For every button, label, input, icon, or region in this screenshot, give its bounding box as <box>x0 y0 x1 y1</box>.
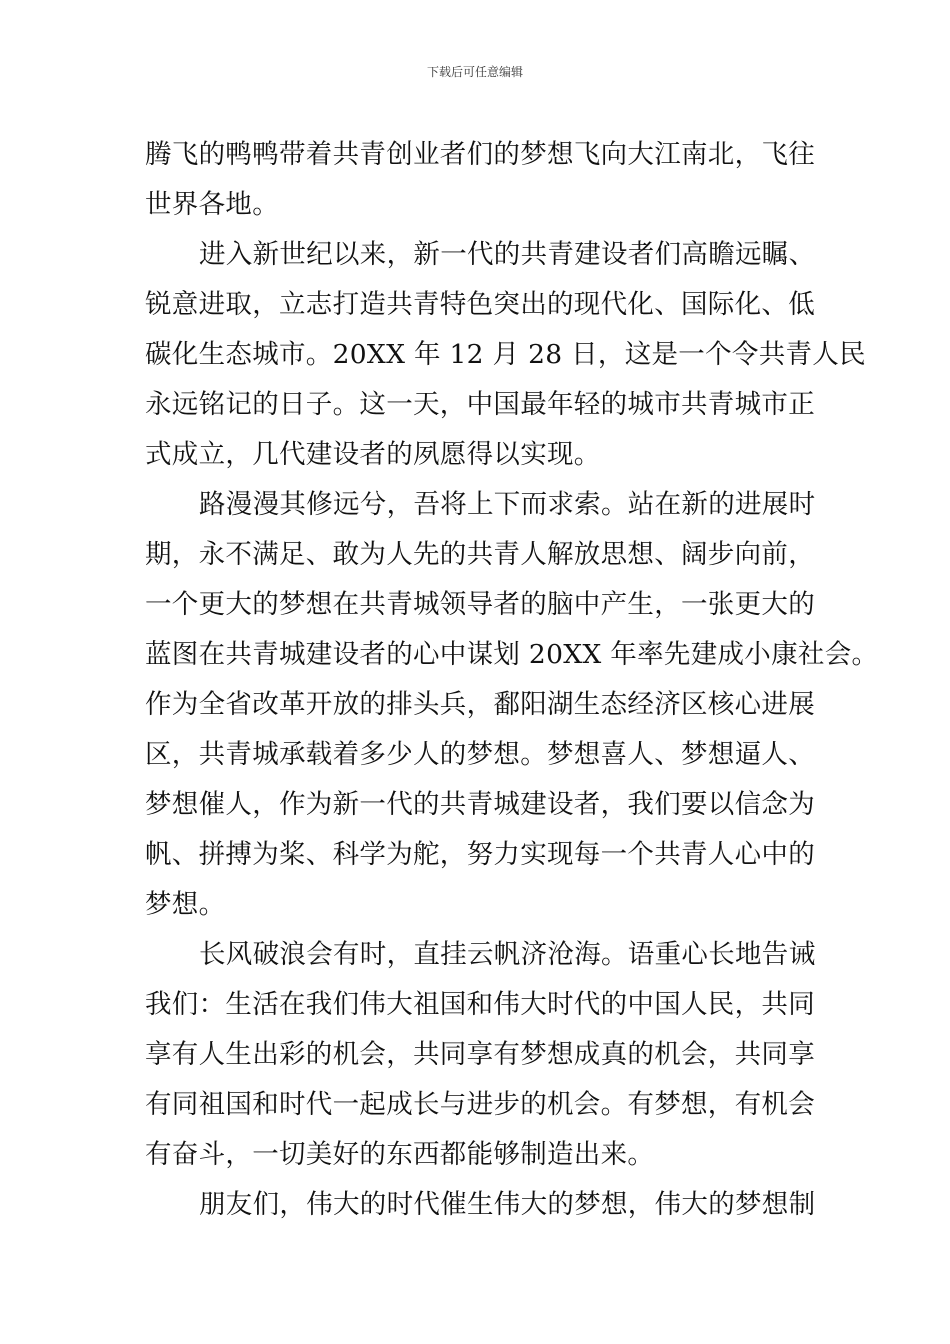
text-line: 区，共青城承载着多少人的梦想。梦想喜人、梦想逼人、 <box>145 739 815 770</box>
text-line: 享有人生出彩的机会，共同享有梦想成真的机会，共同享 <box>145 1039 815 1070</box>
text-line: 式成立，几代建设者的夙愿得以实现。 <box>145 439 601 470</box>
paragraph-first-line: 进入新世纪以来，新一代的共青建设者们高瞻远瞩、 <box>199 239 816 270</box>
text-line: 永远铭记的日子。这一天，中国最年轻的城市共青城市正 <box>145 389 815 420</box>
text-line: 作为全省改革开放的排头兵，鄱阳湖生态经济区核心进展 <box>145 689 815 720</box>
paragraph-first-line: 路漫漫其修远兮，吾将上下而求索。站在新的进展时 <box>199 489 816 520</box>
text-line: 有同祖国和时代一起成长与进步的机会。有梦想，有机会 <box>145 1089 815 1120</box>
text-line: 蓝图在共青城建设者的心中谋划 20XX 年率先建成小康社会。 <box>145 639 879 670</box>
text-line: 有奋斗，一切美好的东西都能够制造出来。 <box>145 1139 655 1170</box>
text-line: 一个更大的梦想在共青城领导者的脑中产生，一张更大的 <box>145 589 815 620</box>
text-line: 锐意进取，立志打造共青特色突出的现代化、国际化、低 <box>145 289 815 320</box>
text-line: 碳化生态城市。20XX 年 12 月 28 日，这是一个令共青人民 <box>145 339 866 370</box>
text-line: 梦想催人，作为新一代的共青城建设者，我们要以信念为 <box>145 789 815 820</box>
text-line: 腾飞的鸭鸭带着共青创业者们的梦想飞向大江南北，飞往 <box>145 139 815 170</box>
text-line: 帆、拼搏为桨、科学为舵，努力实现每一个共青人心中的 <box>145 839 815 870</box>
text-line: 期，永不满足、敢为人先的共青人解放思想、阔步向前， <box>145 539 815 570</box>
body-text <box>145 130 879 1230</box>
page-header: 下载后可任意编辑 <box>426 65 523 79</box>
text-line: 世界各地。 <box>145 189 279 220</box>
paragraph-first-line: 长风破浪会有时，直挂云帆济沧海。语重心长地告诫 <box>199 939 816 970</box>
paragraph-first-line: 朋友们，伟大的时代催生伟大的梦想，伟大的梦想制 <box>199 1189 816 1220</box>
text-line: 梦想。 <box>145 889 226 920</box>
text-line: 我们：生活在我们伟大祖国和伟大时代的中国人民，共同 <box>145 989 815 1020</box>
